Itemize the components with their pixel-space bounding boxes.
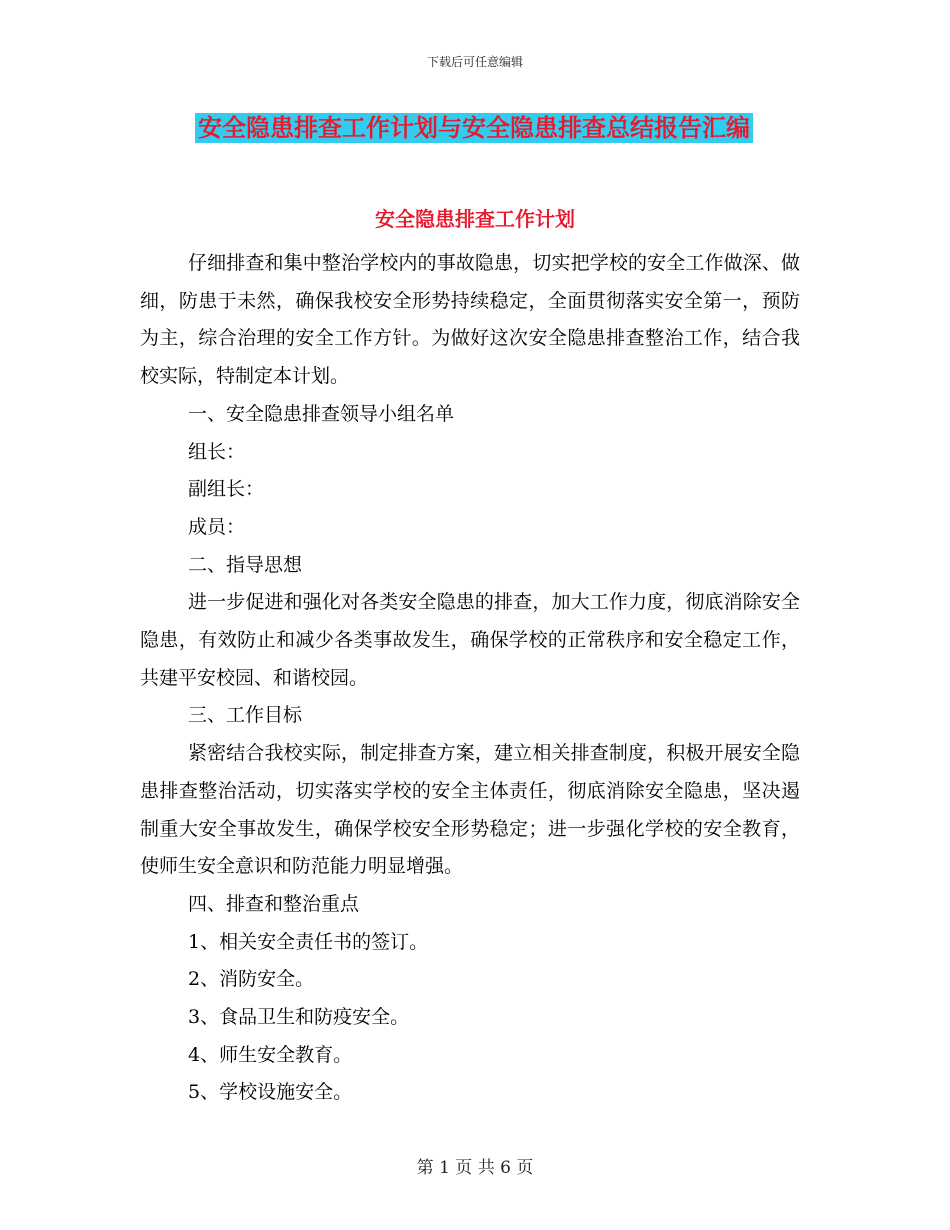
list-item: 1、相关安全责任书的签订。 [188, 930, 429, 953]
paragraph-intro: 仔细排查和集中整治学校内的事故隐患，切实把学校的安全工作做深、做细，防患于未然，确保我校安全形势持续稳定，全面贯彻落实安全第一，预防为主，综合治理的安全工作方针。为做好这次安全隐患排查整治工作，结合我校实际，特制定本计划。 [140, 252, 800, 388]
heading-work-goals: 三、工作目标 [188, 704, 303, 727]
list-item: 5、学校设施安全。 [188, 1081, 353, 1104]
field-group-leader: 组长： [188, 440, 246, 463]
page-number: 第 1 页 共 6 页 [416, 1158, 534, 1178]
list-item: 2、消防安全。 [188, 968, 315, 991]
page-header-note: 下载后可任意编辑 [426, 55, 523, 69]
field-members: 成员： [188, 515, 246, 538]
document-title: 安全隐患排查工作计划与安全隐患排查总结报告汇编 [195, 113, 753, 143]
list-item: 3、食品卫生和防疫安全。 [188, 1006, 410, 1029]
section-title: 安全隐患排查工作计划 [375, 207, 575, 231]
list-item: 4、师生安全教育。 [188, 1043, 353, 1066]
paragraph-guiding-ideology: 进一步促进和强化对各类安全隐患的排查，加大工作力度，彻底消除安全隐患，有效防止和减少各类事故发生，确保学校的正常秩序和安全稳定工作，共建平安校园、和谐校园。 [140, 591, 800, 689]
document-body [140, 245, 800, 1112]
heading-inspection-focus: 四、排查和整治重点 [188, 892, 360, 915]
paragraph-work-goals: 紧密结合我校实际，制定排查方案，建立相关排查制度，积极开展安全隐患排查整治活动，切实落实学校的安全主体责任，彻底消除安全隐患，坚决遏制重大安全事故发生，确保学校安全形势稳定；进一步强化学校的安全教育，使师生安全意识和防范能力明显增强。 [140, 742, 800, 878]
field-deputy-leader: 副组长： [188, 478, 265, 501]
heading-guiding-ideology: 二、指导思想 [188, 553, 303, 576]
heading-leadership-group: 一、安全隐患排查领导小组名单 [188, 402, 455, 425]
